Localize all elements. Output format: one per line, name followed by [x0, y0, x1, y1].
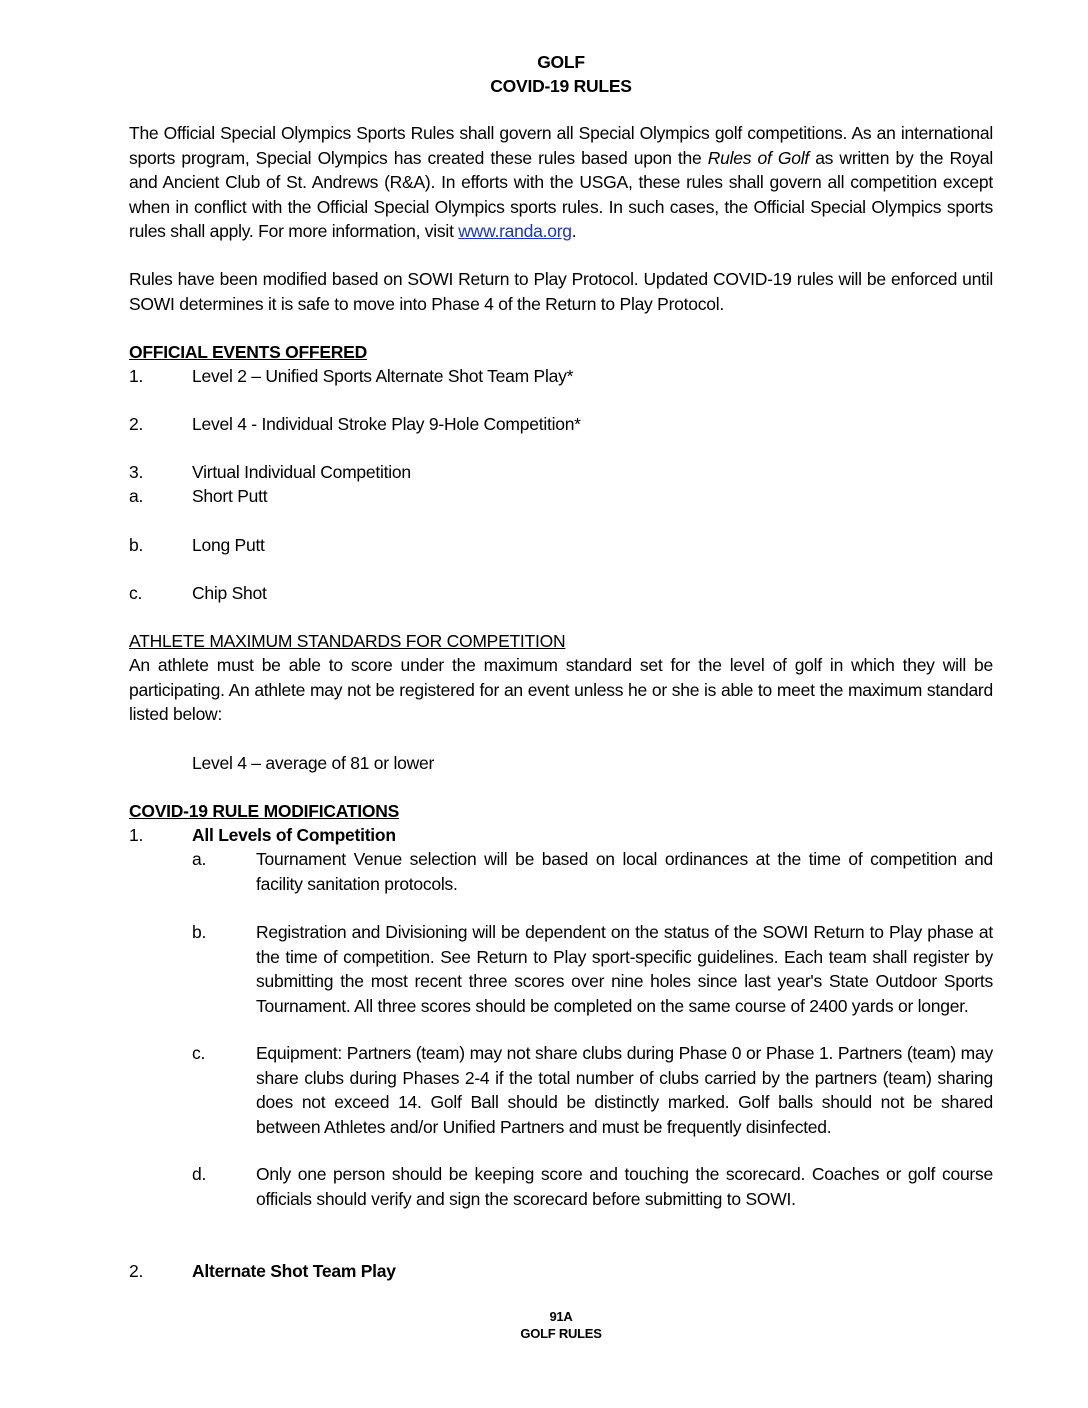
standards-heading: ATHLETE MAXIMUM STANDARDS FOR COMPETITION [129, 631, 566, 651]
section-number: 2. [129, 1261, 144, 1281]
document-page [129, 0, 993, 1408]
event-letter: a. [129, 486, 144, 506]
item-letter: a. [192, 849, 207, 869]
item-text: Tournament Venue selection will be based on local ordinances at the time of competition and facility sanitation protocols. [256, 849, 993, 894]
event-label: Short Putt [192, 486, 268, 506]
item-text: Equipment: Partners (team) may not share clubs during Phase 0 or Phase 1. Partners (team) may share clubs during Phases 2-4 if the total number of clubs carried by the partners (team) sharing does not exceed 14. Golf Ball should be distinctly marked. Golf balls should not be shared between Athletes and/or Unified Partners and must be frequently disinfected. [256, 1043, 993, 1137]
item-letter: c. [192, 1043, 206, 1063]
intro-paragraph [129, 121, 993, 244]
intro-text-3: . [571, 221, 577, 241]
event-label: Chip Shot [192, 583, 267, 603]
footer-label: GOLF RULES [520, 1326, 602, 1341]
intro-text-1: The Official Special Olympics Sports Rules shall govern all Special Olympics golf competitions. As an international sports program, Special Olympics has created these rules based upon the [129, 123, 993, 168]
randa-link[interactable]: www.randa.org [458, 221, 572, 241]
event-letter: c. [129, 583, 143, 603]
item-letter: b. [192, 922, 207, 942]
section-title: Alternate Shot Team Play [192, 1261, 396, 1281]
standard-level-text: Level 4 – average of 81 or lower [192, 753, 435, 773]
event-label: Level 2 – Unified Sports Alternate Shot Team Play* [192, 366, 574, 386]
modified-note: Rules have been modified based on SOWI Return to Play Protocol. Updated COVID-19 rules will be enforced until SOWI determines it is safe to move into Phase 4 of the Return to Play Protocol. [129, 269, 993, 314]
event-number: 3. [129, 462, 144, 482]
standards-text: An athlete must be able to score under the maximum standard set for the level of golf in which they will be participating. An athlete may not be registered for an event unless he or she is able to meet the maximum standard listed below: [129, 655, 993, 724]
intro-text-2: as written by the Royal and Ancient Club of St. Andrews (R&A). In efforts with the USGA, these rules shall govern all competition except when in conflict with the Official Special Olympics sports rules. In such cases, the Official Special Olympics sports rules shall apply. For more information, visit [129, 147, 994, 241]
page-subtitle: COVID-19 RULES [490, 76, 632, 96]
event-number: 1. [129, 366, 144, 386]
events-heading: OFFICIAL EVENTS OFFERED [129, 342, 367, 362]
section-number: 1. [129, 825, 144, 845]
section-title: All Levels of Competition [192, 825, 396, 845]
item-letter: d. [192, 1164, 207, 1184]
page-title: GOLF [537, 52, 585, 72]
rules-of-golf-italic: Rules of Golf [707, 147, 809, 168]
event-label: Level 4 - Individual Stroke Play 9-Hole Competition* [192, 414, 581, 434]
item-text: Registration and Divisioning will be dependent on the status of the SOWI Return to Play phase at the time of competition. See Return to Play sport-specific guidelines. Each team shall register by submitting the most recent three scores over nine holes since last year's State Outdoor Sports Tournament. All three scores should be completed on the same course of 2400 yards or longer. [256, 922, 993, 1016]
footer-page-number: 91A [549, 1309, 573, 1324]
event-letter: b. [129, 535, 144, 555]
event-label: Virtual Individual Competition [192, 462, 411, 482]
event-number: 2. [129, 414, 144, 434]
modifications-heading: COVID-19 RULE MODIFICATIONS [129, 801, 400, 821]
event-label: Long Putt [192, 535, 265, 555]
item-text: Only one person should be keeping score and touching the scorecard. Coaches or golf course officials should verify and sign the scorecard before submitting to SOWI. [256, 1164, 993, 1209]
